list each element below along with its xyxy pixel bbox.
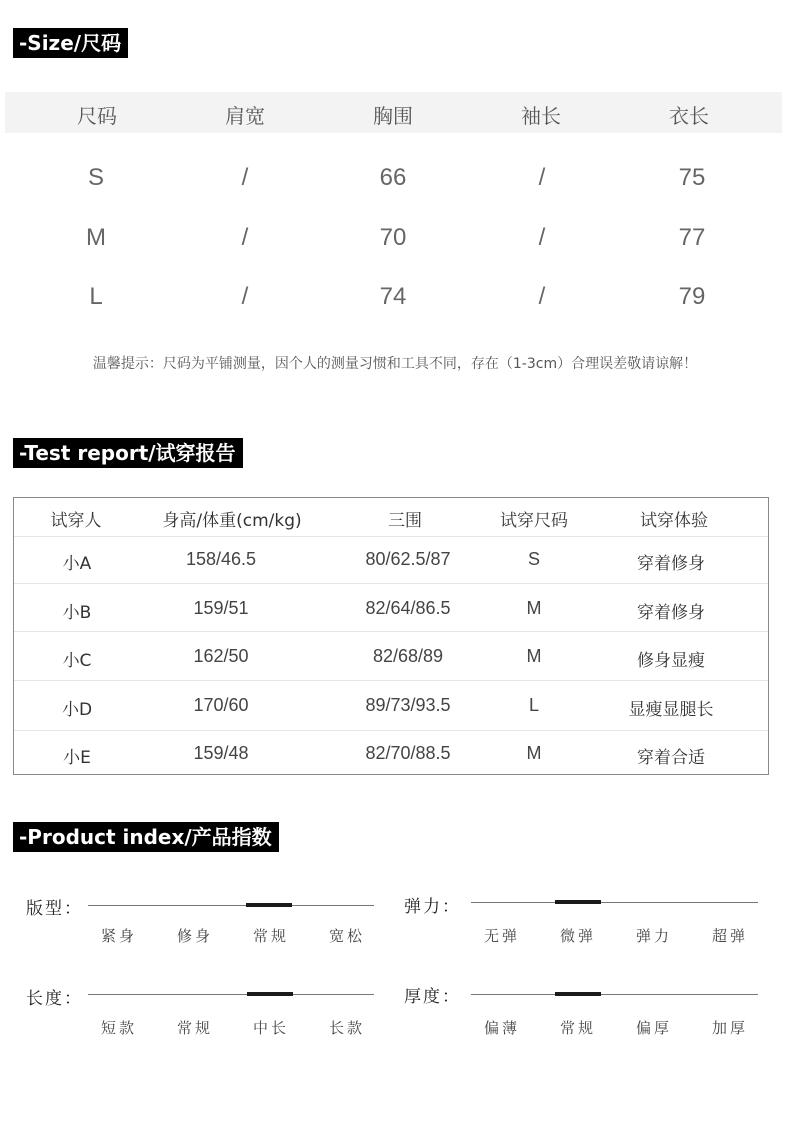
size-cell: 75: [678, 164, 706, 191]
report-cell: 小A: [62, 554, 92, 574]
report-cell: 82/68/89: [372, 646, 444, 666]
report-cell: 159/48: [193, 743, 249, 763]
index-marker-thickness: [555, 992, 601, 996]
report-cell: 小C: [62, 651, 92, 671]
size-cell: 70: [379, 224, 407, 251]
report-cell: S: [527, 549, 541, 569]
size-cell: /: [538, 164, 546, 191]
report-cell: 小D: [61, 700, 93, 720]
table-divider: [14, 583, 768, 584]
index-label-length: 长度：: [26, 989, 83, 1009]
index-option: 弹力: [635, 927, 673, 945]
size-cell: S: [87, 164, 105, 191]
report-table: [13, 497, 769, 775]
index-scale-line: [88, 994, 374, 995]
index-option: 加厚: [711, 1019, 749, 1037]
report-cell: M: [526, 598, 542, 618]
size-cell: /: [241, 164, 249, 191]
index-marker-elasticity: [555, 900, 601, 904]
report-cell: 穿着修身: [637, 554, 705, 574]
size-header-size: 尺码: [77, 104, 117, 128]
index-scale-line: [88, 905, 374, 906]
table-divider: [14, 631, 768, 632]
report-cell: 159/51: [193, 598, 249, 618]
index-option: 常规: [559, 1019, 597, 1037]
report-header-tester: 试穿人: [50, 511, 102, 531]
report-cell: 穿着修身: [637, 603, 705, 623]
index-option: 无弹: [483, 927, 521, 945]
index-option: 常规: [176, 1019, 214, 1037]
report-cell: 小E: [63, 748, 91, 768]
product-section-title: -Product index/产品指数: [13, 822, 279, 852]
report-cell: 89/73/93.5: [365, 695, 451, 715]
size-cell: L: [89, 283, 103, 310]
index-scale-line: [471, 994, 758, 995]
size-cell: 74: [379, 283, 407, 310]
size-cell: /: [538, 283, 546, 310]
index-option: 偏厚: [635, 1019, 673, 1037]
report-cell: 80/62.5/87: [365, 549, 451, 569]
index-option: 紧身: [100, 927, 138, 945]
size-header-sleeve: 袖长: [521, 104, 561, 128]
index-marker-fit: [246, 903, 292, 907]
measurement-note: 温馨提示：尺码为平铺测量，因个人的测量习惯和工具不同，存在（1-3cm）合理误差敬请谅解！: [92, 356, 698, 372]
index-option: 长款: [328, 1019, 366, 1037]
report-cell: L: [528, 695, 540, 715]
index-option: 短款: [100, 1019, 138, 1037]
size-section-title: -Size/尺码: [13, 28, 128, 58]
report-cell: 显瘦显腿长: [628, 700, 714, 720]
index-marker-length: [247, 992, 293, 996]
size-cell: /: [241, 283, 249, 310]
size-header-shoulder: 肩宽: [225, 104, 265, 128]
size-header-length: 衣长: [669, 104, 709, 128]
report-cell: M: [526, 743, 542, 763]
report-header-measurements: 三围: [388, 511, 422, 531]
index-option: 中长: [252, 1019, 290, 1037]
report-header-experience: 试穿体验: [640, 511, 708, 531]
size-cell: /: [241, 224, 249, 251]
index-option: 修身: [176, 927, 214, 945]
index-option: 偏薄: [483, 1019, 521, 1037]
index-label-fit: 版型：: [26, 899, 83, 919]
size-cell: 79: [678, 283, 706, 310]
report-cell: 158/46.5: [185, 549, 257, 569]
size-cell: M: [86, 224, 106, 251]
index-label-thickness: 厚度：: [404, 987, 461, 1007]
report-cell: 82/64/86.5: [365, 598, 451, 618]
index-option: 宽松: [328, 927, 366, 945]
report-header-size: 试穿尺码: [500, 511, 568, 531]
index-option: 常规: [252, 927, 290, 945]
index-label-elasticity: 弹力：: [404, 897, 461, 917]
report-cell: 修身显瘦: [637, 651, 705, 671]
table-divider: [14, 730, 768, 731]
size-header-chest: 胸围: [373, 104, 413, 128]
report-cell: 82/70/88.5: [365, 743, 451, 763]
report-cell: 170/60: [193, 695, 249, 715]
index-option: 超弹: [711, 927, 749, 945]
table-divider: [14, 680, 768, 681]
index-option: 微弹: [559, 927, 597, 945]
report-cell: 穿着合适: [637, 748, 705, 768]
report-header-height-weight: 身高/体重(cm/kg): [162, 511, 302, 531]
size-cell: 77: [678, 224, 706, 251]
report-cell: M: [526, 646, 542, 666]
index-scale-line: [471, 902, 758, 903]
size-cell: /: [538, 224, 546, 251]
size-cell: 66: [379, 164, 407, 191]
report-cell: 小B: [62, 603, 92, 623]
table-divider: [14, 536, 768, 537]
report-cell: 162/50: [193, 646, 249, 666]
report-section-title: -Test report/试穿报告: [13, 438, 243, 468]
